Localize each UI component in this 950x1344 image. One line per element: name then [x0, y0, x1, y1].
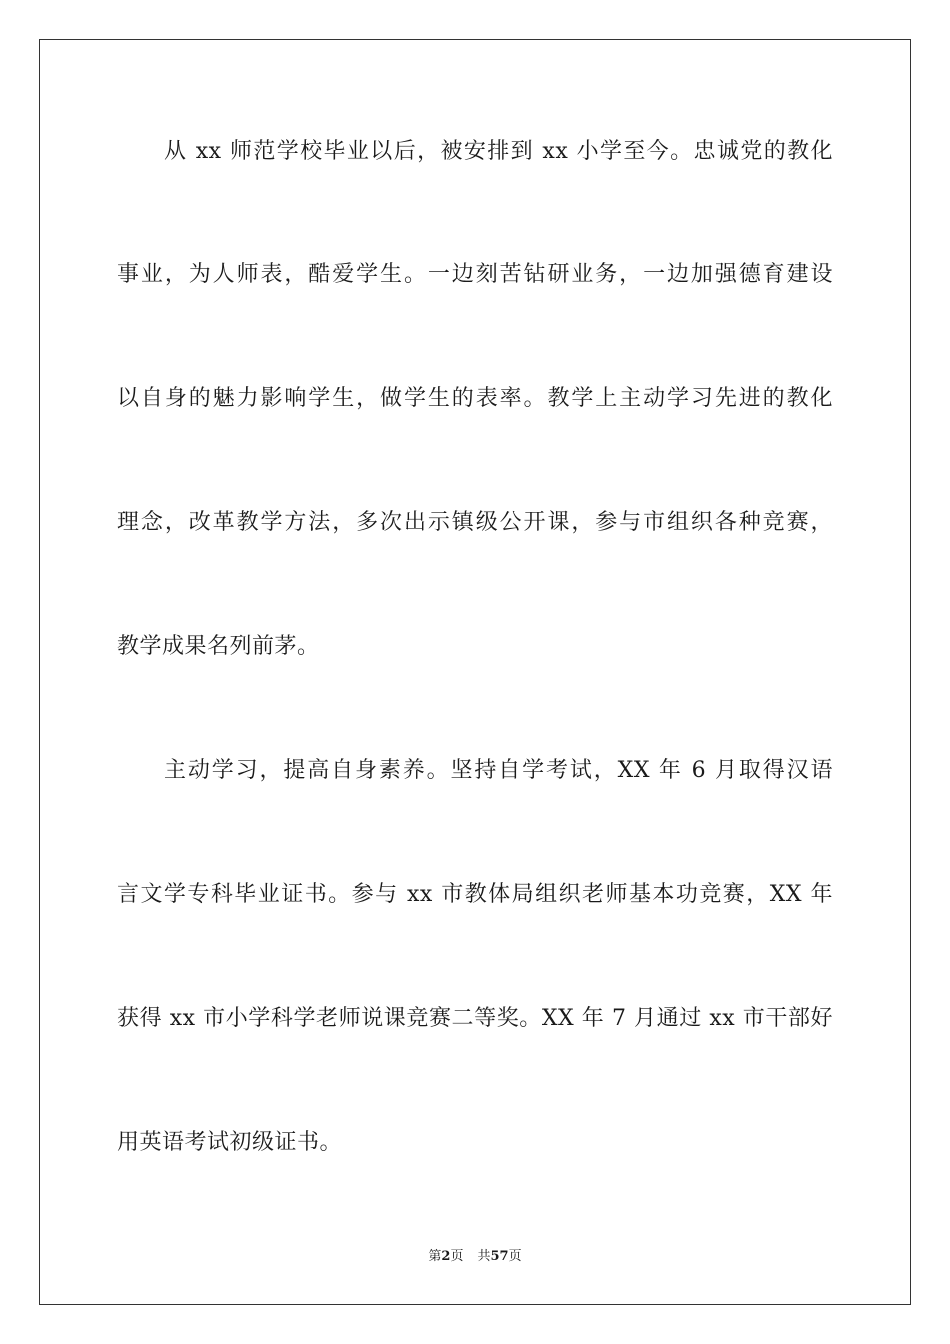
page-suffix: 页 [450, 1249, 464, 1264]
total-suffix: 页 [508, 1249, 522, 1264]
total-pages: 57 [490, 1249, 509, 1264]
paragraph-1-line-1: 从 xx 师范学校毕业以后，被安排到 xx 小学至今。忠诚党的教化 [164, 139, 833, 164]
paragraph-1-line-4: 理念，改革教学方法，多次出示镇级公开课，参与市组织各种竞赛， [117, 510, 833, 535]
page-number: 2 [441, 1249, 451, 1264]
paragraph-2-line-4: 用英语考试初级证书。 [117, 1130, 343, 1155]
paragraph-2-line-1: 主动学习，提高自身素养。坚持自学考试，XX 年 6 月取得汉语 [164, 758, 833, 783]
page-footer [0, 1248, 950, 1266]
paragraph-2-line-2: 言文学专科毕业证书。参与 xx 市教体局组织老师基本功竞赛，XX 年 [117, 882, 833, 907]
page-border [39, 39, 911, 1305]
paragraph-1-line-5: 教学成果名列前茅。 [117, 634, 320, 659]
page-prefix: 第 [428, 1249, 442, 1264]
paragraph-2-line-3: 获得 xx 市小学科学老师说课竞赛二等奖。XX 年 7 月通过 xx 市干部好 [117, 1006, 833, 1031]
total-prefix: 共 [477, 1249, 491, 1264]
paragraph-1-line-3: 以自身的魅力影响学生，做学生的表率。教学上主动学习先进的教化 [117, 386, 833, 411]
paragraph-1-line-2: 事业，为人师表，酷爱学生。一边刻苦钻研业务，一边加强德育建设 [117, 262, 833, 287]
